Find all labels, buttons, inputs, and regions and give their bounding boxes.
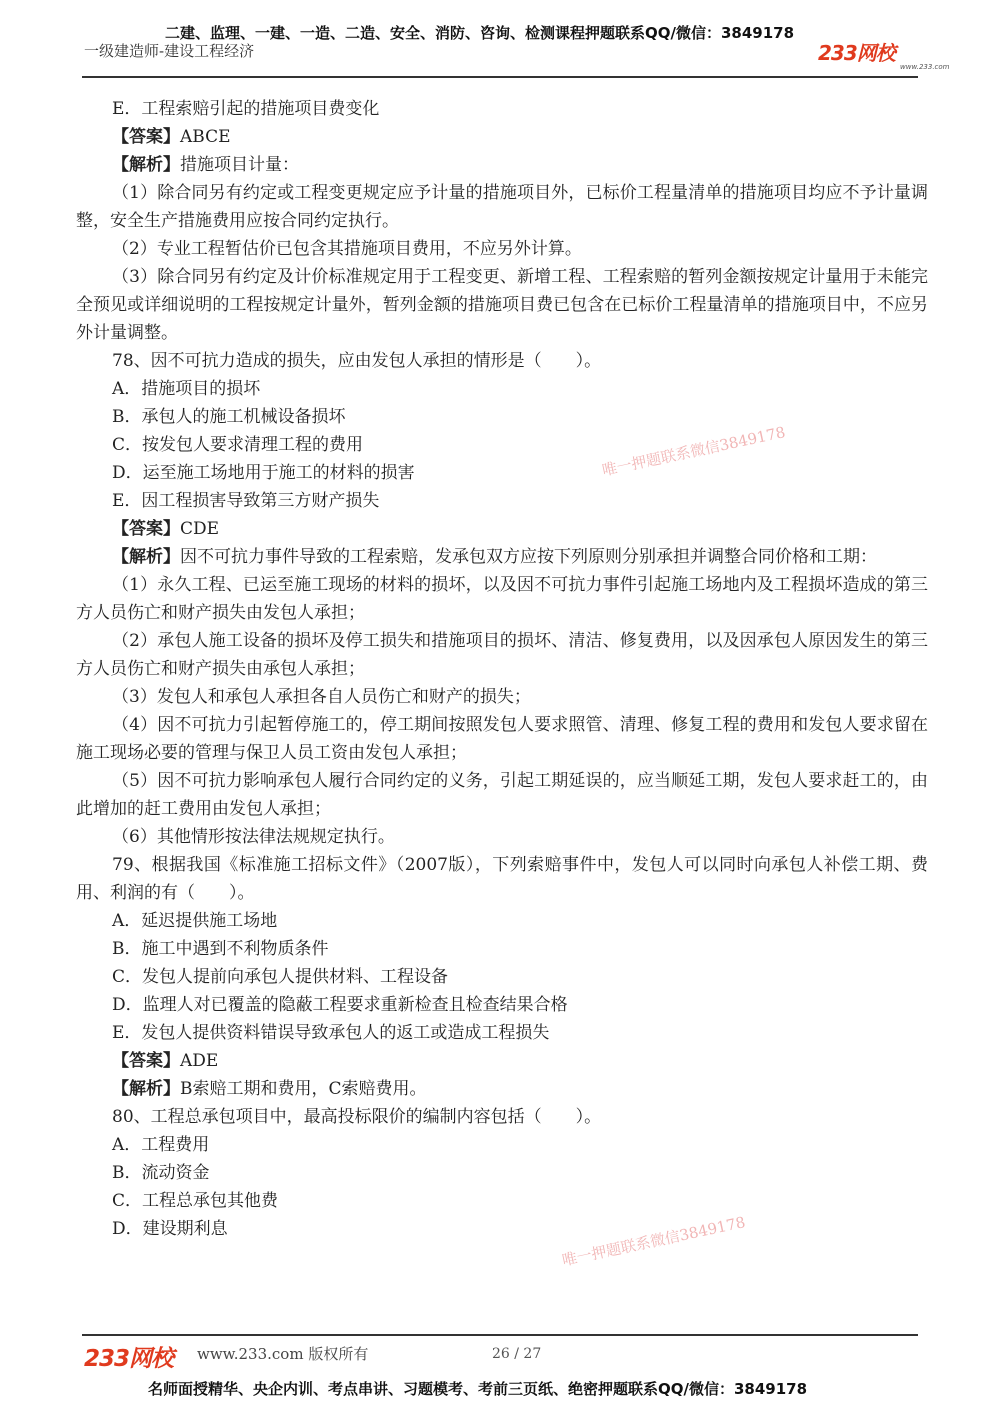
header-divider [82,76,918,78]
paragraph-text: 80、工程总承包项目中，最高投标限价的编制内容包括（ ）。 [112,1107,602,1127]
paragraph [76,1159,928,1187]
paragraph-text: A．措施项目的损坏 [112,379,261,399]
paragraph-text: （3）除合同另有约定及计价标准规定用于工程变更、新增工程、工程索赔的暂列金额按规定计量用于未能完全预见或详细说明的工程按规定计量外，暂列金额的措施项目费已包含在已标价工程量清单的措施项目中，不应另外计量调整。 [76,267,928,343]
footer-promo: 名师面授精华、央企内训、考点串讲、习题模考、考前三页纸、绝密押题联系QQ/微信：3849178 [148,1380,808,1398]
paragraph [76,907,928,935]
label-tag: 【解析】 [112,155,180,175]
label-tag: 【答案】 [112,1051,180,1071]
paragraph-text: E．发包人提供资料错误导致承包人的返工或造成工程损失 [112,1023,550,1043]
document-subject: 一级建造师-建设工程经济 [84,42,255,60]
analysis-paragraph [76,151,928,179]
analysis-paragraph [76,543,928,571]
paragraph [76,1019,928,1047]
paragraph-text: ABCE [180,127,231,147]
paragraph [76,711,928,767]
paragraph-text: B．流动资金 [112,1163,210,1183]
footer-divider [82,1334,918,1336]
answer-line [76,515,928,543]
paragraph [76,487,928,515]
paragraph-text: 78、因不可抗力造成的损失，应由发包人承担的情形是（ ）。 [112,351,602,371]
paragraph-text: D．监理人对已覆盖的隐蔽工程要求重新检查且检查结果合格 [112,995,568,1015]
paragraph-text: 措施项目计量： [180,155,299,175]
paragraph-text: B．施工中遇到不利物质条件 [112,939,329,959]
paragraph-text: （6）其他情形按法律法规规定执行。 [112,827,395,847]
paragraph-text: （3）发包人和承包人承担各自人员伤亡和财产的损失； [112,687,531,707]
paragraph-text: B索赔工期和费用，C索赔费用。 [180,1079,427,1099]
paragraph-text: E．因工程损害导致第三方财产损失 [112,491,380,511]
watermark: 唯一押题联系微信3849178 [560,1213,747,1270]
paragraph [76,459,928,487]
paragraph [76,823,928,851]
label-tag: 【解析】 [112,1079,180,1099]
paragraph [76,1131,928,1159]
footer-copyright: www.233.com 版权所有 [197,1345,369,1363]
paragraph [76,431,928,459]
analysis-paragraph [76,1075,928,1103]
brand-logo-url: www.233.com [900,63,950,71]
paragraph-text: D．建设期利息 [112,1219,228,1239]
paragraph [76,851,928,907]
paragraph [76,935,928,963]
paragraph [76,375,928,403]
answer-line [76,1047,928,1075]
paragraph-text: C．工程总承包其他费 [112,1191,279,1211]
paragraph [76,963,928,991]
paragraph [76,1215,928,1243]
paragraph-text: E．工程索赔引起的措施项目费变化 [112,99,380,119]
paragraph-text: A．工程费用 [112,1135,210,1155]
paragraph-text: 因不可抗力事件导致的工程索赔，发承包双方应按下列原则分别承担并调整合同价格和工期： [180,547,877,567]
paragraph-text: （2）专业工程暂估价已包含其措施项目费用，不应另外计算。 [112,239,582,259]
paragraph-text: B．承包人的施工机械设备损坏 [112,407,346,427]
label-tag: 【答案】 [112,519,180,539]
paragraph-text: CDE [180,519,220,539]
label-tag: 【答案】 [112,127,180,147]
brand-logo: 233网校 [818,41,895,65]
answer-line [76,123,928,151]
paragraph [76,767,928,823]
paragraph [76,1103,928,1131]
paragraph-text: （5）因不可抗力影响承包人履行合同约定的义务，引起工期延误的，应当顺延工期，发包人要求赶工的，由此增加的赶工费用由发包人承担； [76,771,928,819]
header-promo: 二建、监理、一建、一造、二造、安全、消防、咨询、检测课程押题联系QQ/微信：3849178 [165,24,795,42]
watermark: 唯一押题联系微信3849178 [600,423,787,480]
paragraph [76,991,928,1019]
paragraph [76,683,928,711]
paragraph [76,627,928,683]
paragraph-text: C．按发包人要求清理工程的费用 [112,435,364,455]
paragraph [76,347,928,375]
paragraph-text: （4）因不可抗力引起暂停施工的，停工期间按照发包人要求照管、清理、修复工程的费用和发包人要求留在施工现场必要的管理与保卫人员工资由发包人承担； [76,715,928,763]
document-body [76,95,928,1243]
paragraph [76,235,928,263]
paragraph [76,95,928,123]
paragraph [76,1187,928,1215]
paragraph [76,179,928,235]
paragraph [76,403,928,431]
paragraph [76,263,928,347]
paragraph-text: A．延迟提供施工场地 [112,911,278,931]
footer-logo: 233网校 [84,1346,174,1372]
paragraph-text: D．运至施工场地用于施工的材料的损害 [112,463,415,483]
label-tag: 【解析】 [112,547,180,567]
paragraph-text: （2）承包人施工设备的损坏及停工损失和措施项目的损坏、清洁、修复费用，以及因承包人原因发生的第三方人员伤亡和财产损失由承包人承担； [76,631,928,679]
paragraph-text: C．发包人提前向承包人提供材料、工程设备 [112,967,449,987]
paragraph-text: ADE [180,1051,219,1071]
paragraph-text: （1）除合同另有约定或工程变更规定应予计量的措施项目外，已标价工程量清单的措施项目均应不予计量调整，安全生产措施费用应按合同约定执行。 [76,183,928,231]
paragraph-text: 79、根据我国《标准施工招标文件》（2007版），下列索赔事件中，发包人可以同时向承包人补偿工期、费用、利润的有（ ）。 [76,855,928,903]
paragraph-text: （1）永久工程、已运至施工现场的材料的损坏，以及因不可抗力事件引起施工场地内及工程损坏造成的第三方人员伤亡和财产损失由发包人承担； [76,575,928,623]
paragraph [76,571,928,627]
page-number: 26 / 27 [492,1346,542,1362]
